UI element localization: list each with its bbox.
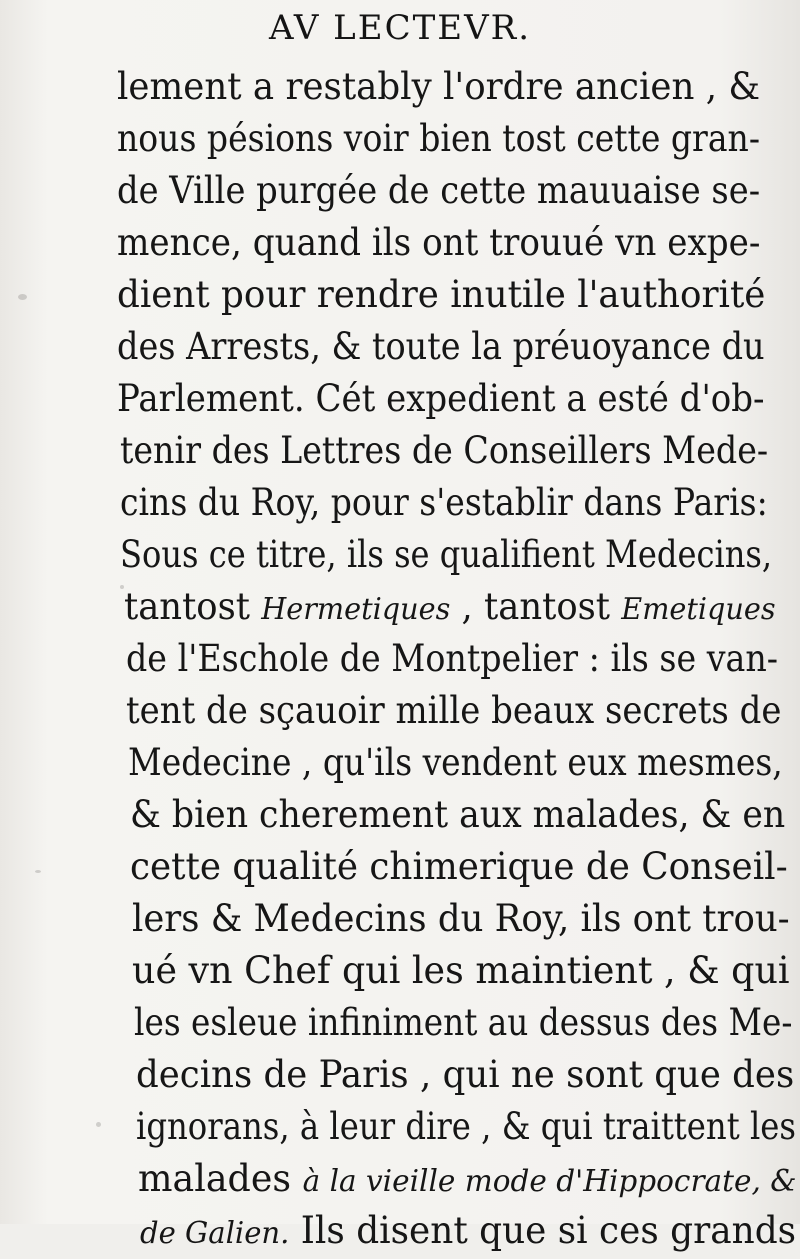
text-line: les esleue infiniment au dessus des Me- bbox=[134, 1001, 793, 1044]
text-line: Parlement. Cét expedient a esté d'ob- bbox=[117, 377, 765, 420]
text-line: ignorans, à leur dire , & qui traittent les bbox=[136, 1105, 796, 1148]
text-line: cins du Roy, pour s'establir dans Paris: bbox=[120, 481, 768, 524]
text-italic: de Galien. bbox=[140, 1216, 290, 1251]
text-italic: Emetiques bbox=[621, 592, 776, 627]
text-line: de Ville purgée de cette mauuaise se- bbox=[117, 169, 761, 212]
text-line-italic-mix bbox=[140, 1206, 796, 1256]
text-line: tenir des Lettres de Conseillers Mede- bbox=[120, 429, 769, 472]
text-roman: , tantost bbox=[450, 585, 622, 628]
text-roman: Ils disent que si ces grands bbox=[289, 1209, 797, 1252]
text-line: decins de Paris , qui ne sont que des bbox=[136, 1053, 795, 1096]
text-line: & bien cherement aux malades, & en bbox=[130, 793, 786, 836]
text-line: de l'Eschole de Montpelier : ils se van- bbox=[126, 637, 779, 680]
text-roman: malades bbox=[138, 1157, 303, 1200]
paper-speck bbox=[35, 870, 41, 873]
text-line: lers & Medecins du Roy, ils ont trou- bbox=[132, 897, 790, 940]
text-line: mence, quand ils ont trouué vn expe- bbox=[117, 221, 761, 264]
text-line: lement a restably l'ordre ancien , & bbox=[117, 65, 761, 108]
text-line: cette qualité chimerique de Conseil- bbox=[130, 845, 788, 888]
text-line: dient pour rendre inutile l'authorité bbox=[117, 273, 766, 316]
text-italic: Hermetiques bbox=[261, 592, 451, 627]
text-line-italic-mix bbox=[124, 582, 776, 632]
text-line: tent de sçauoir mille beaux secrets de bbox=[126, 689, 782, 732]
text-line: Medecine , qu'ils vendent eux mesmes, bbox=[128, 741, 783, 784]
paper-speck bbox=[96, 1122, 101, 1127]
text-line: ué vn Chef qui les maintient , & qui bbox=[132, 949, 790, 992]
text-roman: tantost bbox=[124, 585, 262, 628]
text-line: des Arrests, & toute la préuoyance du bbox=[117, 325, 765, 368]
running-header: AV LECTEVR. bbox=[268, 8, 532, 48]
text-line-italic-mix bbox=[138, 1154, 797, 1204]
text-line: Sous ce titre, ils se qualifient Medecins, bbox=[120, 533, 773, 576]
paper-speck bbox=[18, 294, 27, 300]
text-italic: à la vieille mode d'Hippocrate, & bbox=[302, 1164, 797, 1199]
text-line: nous pésions voir bien tost cette gran- bbox=[117, 117, 760, 160]
